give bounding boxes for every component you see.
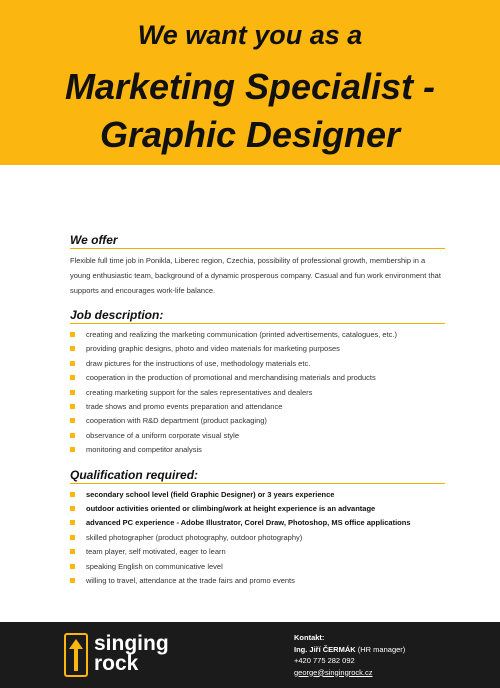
bullet-icon xyxy=(70,332,75,337)
job-title-line-2: Graphic Designer xyxy=(99,114,401,155)
list-item xyxy=(70,531,445,545)
bullet-icon xyxy=(70,390,75,395)
list-item-text: willing to travel, attendance at the trade fairs and promo events xyxy=(86,576,295,586)
list-item xyxy=(70,371,445,385)
contact-person xyxy=(294,644,484,656)
list-item xyxy=(70,574,445,588)
list-item xyxy=(70,443,445,457)
bullet-icon xyxy=(70,361,75,366)
bullet-icon xyxy=(70,535,75,540)
arrow-up-icon xyxy=(64,633,88,677)
bullet-icon xyxy=(70,506,75,511)
list-item xyxy=(70,488,445,502)
bullet-icon xyxy=(70,447,75,452)
offer-text: Flexible full time job in Ponikla, Liberec region, Czechia, possibility of professional growth, membership in a young enthusiastic team, background of a dynamic prosperous company. Casual and fun work environment that supports and encourages work-life balance. xyxy=(70,256,441,295)
bullet-icon xyxy=(70,375,75,380)
bullet-icon xyxy=(70,578,75,583)
bullet-icon xyxy=(70,564,75,569)
list-item-text: cooperation in the production of promotional and merchandising materials and products xyxy=(86,373,376,383)
list-item xyxy=(70,516,445,530)
list-item-text: creating and realizing the marketing communication (printed advertisements, catalogues, etc.) xyxy=(86,330,397,339)
qualification-heading: Qualification required: xyxy=(70,468,445,484)
bullet-icon xyxy=(70,549,75,554)
list-item xyxy=(70,357,445,371)
contact-email-link[interactable]: george@singingrock.cz xyxy=(294,667,373,677)
list-item-text: cooperation with R&D department (product packaging) xyxy=(86,416,267,426)
logo-word-singing: singing xyxy=(94,632,169,655)
list-item-text: draw pictures for the instructions of use, methodology materials etc. xyxy=(86,358,311,368)
list-item xyxy=(70,545,445,559)
bullet-icon xyxy=(70,418,75,423)
list-item xyxy=(70,502,445,516)
list-item-text: secondary school level (field Graphic Designer) or 3 years experience xyxy=(86,489,335,499)
list-item-text: outdoor activities oriented or climbing/work at height experience is an advantage xyxy=(86,504,376,514)
job-title-line-1: Marketing Specialist - xyxy=(64,66,436,107)
header-banner xyxy=(0,0,500,165)
list-item-text: creating marketing support for the sales representatives and dealers xyxy=(86,387,313,397)
contact-phone: +420 775 282 092 xyxy=(294,656,355,665)
bullet-icon xyxy=(70,404,75,409)
singing-rock-logo xyxy=(64,631,214,679)
contact-role: (HR manager) xyxy=(357,644,406,654)
offer-heading: We offer xyxy=(70,233,445,249)
list-item xyxy=(70,400,445,414)
list-item xyxy=(70,560,445,574)
list-item-text: advanced PC experience - Adobe Illustrator, Corel Draw, Photoshop, MS office applications xyxy=(86,518,411,528)
job-description-list xyxy=(70,328,445,458)
list-item-text: team player, self motivated, eager to learn xyxy=(86,547,226,557)
list-item xyxy=(70,342,445,356)
logo-word-rock: rock xyxy=(94,652,139,675)
list-item-text: observance of a uniform corporate visual style xyxy=(86,430,239,440)
list-item-text: speaking English on communicative level xyxy=(86,561,223,571)
bullet-icon xyxy=(70,520,75,525)
list-item-text: monitoring and competitor analysis xyxy=(86,445,202,455)
bullet-icon xyxy=(70,433,75,438)
contact-block xyxy=(294,632,484,678)
job-description-heading: Job description: xyxy=(70,308,445,324)
list-item-text: trade shows and promo events preparation and attendance xyxy=(86,402,283,412)
contact-name: Ing. Jiří ČERMÁK xyxy=(294,644,356,654)
list-item xyxy=(70,414,445,428)
list-item xyxy=(70,429,445,443)
list-item-text: skilled photographer (product photography, outdoor photography) xyxy=(86,532,303,542)
list-item-text: providing graphic designs, photo and video materials for marketing purposes xyxy=(86,344,340,354)
list-item xyxy=(70,386,445,400)
list-item xyxy=(70,328,445,342)
tagline: We want you as a xyxy=(137,20,363,50)
bullet-icon xyxy=(70,346,75,351)
main-content xyxy=(70,233,445,599)
contact-label: Kontakt: xyxy=(294,633,325,642)
qualification-list xyxy=(70,488,445,589)
bullet-icon xyxy=(70,492,75,497)
